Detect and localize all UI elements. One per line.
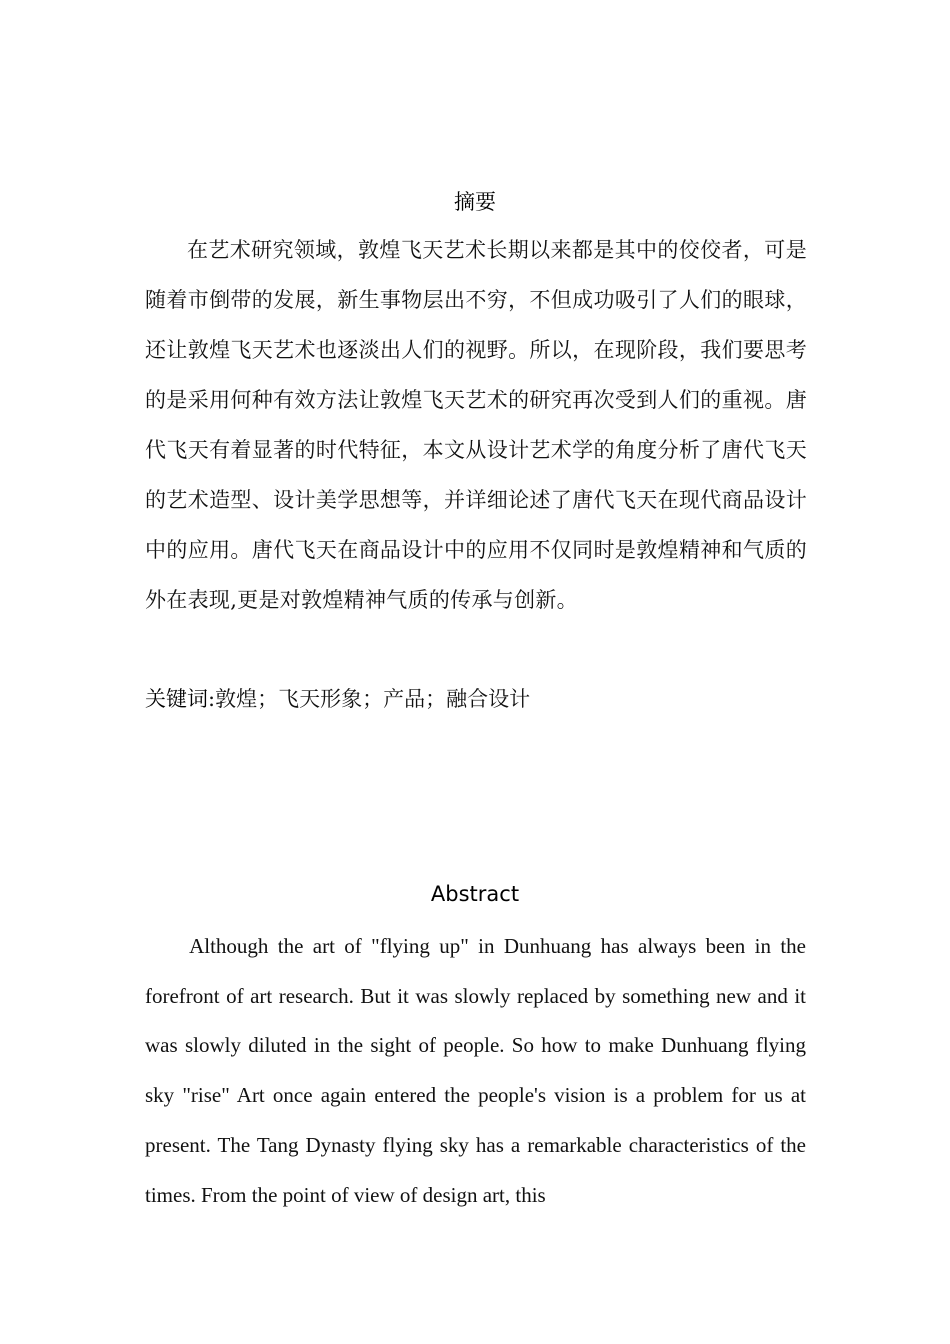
chinese-keywords xyxy=(145,674,807,724)
keywords-text: :敦煌；飞天形象；产品；融合设计 xyxy=(208,687,531,711)
keywords-label: 关键词 xyxy=(145,687,208,711)
chinese-abstract-body: 在艺术研究领域，敦煌飞天艺术长期以来都是其中的佼佼者，可是随着市倒带的发展，新生事物层出不穷，不但成功吸引了人们的眼球，还让敦煌飞天艺术也逐淡出人们的视野。所以，在现阶段，我们要思考的是采用何种有效方法让敦煌飞天艺术的研究再次受到人们的重视。唐代飞天有着显著的时代特征，本文从设计艺术学的角度分析了唐代飞天的艺术造型、设计美学思想等，并详细论述了唐代飞天在现代商品设计中的应用。唐代飞天在商品设计中的应用不仅同时是敦煌精神和气质的外在表现,更是对敦煌精神气质的传承与创新。 xyxy=(145,238,807,612)
chinese-abstract-title: 摘要 xyxy=(454,190,496,214)
english-abstract-title: Abstract xyxy=(430,882,520,906)
english-abstract-body: Although the art of "flying up" in Dunhuang has always been in the forefront of art research. But it was slowly replaced by something new and it was slowly diluted in the sight of people. So how to make Dunhuang flying sky "rise" Art once again entered the people's vision is a problem for us at present. The Tang Dynasty flying sky has a remarkable characteristics of the times. From the point of view of design art, this xyxy=(145,934,806,1207)
